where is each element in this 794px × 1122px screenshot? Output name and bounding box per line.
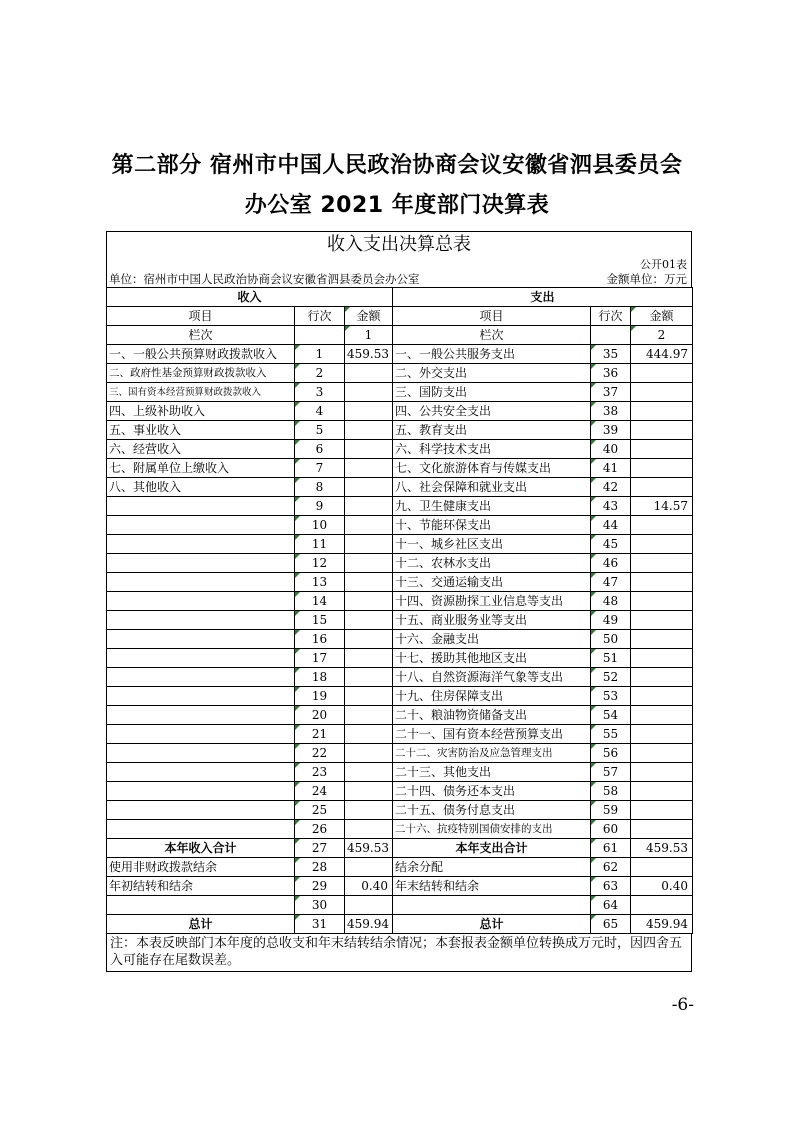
- expense-header: 支出: [393, 288, 693, 307]
- expense-item: 七、文化旅游体育与传媒支出: [393, 459, 591, 478]
- income-line-no: 10: [295, 516, 345, 535]
- expense-amount: [631, 649, 693, 668]
- table-row: [107, 858, 693, 877]
- income-item: [107, 725, 295, 744]
- table-row: [107, 478, 693, 497]
- expense-amount: [631, 421, 693, 440]
- unit-row: [106, 271, 692, 287]
- expense-amount: [631, 896, 693, 915]
- expense-line-no: 60: [591, 820, 631, 839]
- income-line-no: 31: [295, 915, 345, 934]
- income-amount-header: 金额: [345, 307, 393, 326]
- expense-amount: [631, 801, 693, 820]
- expense-item: 十三、交通运输支出: [393, 573, 591, 592]
- expense-amount: [631, 744, 693, 763]
- table-row: [107, 383, 693, 402]
- expense-item: 二十四、债务还本支出: [393, 782, 591, 801]
- income-item: [107, 668, 295, 687]
- expense-amount: [631, 478, 693, 497]
- income-line-no: 11: [295, 535, 345, 554]
- expense-line-no: 37: [591, 383, 631, 402]
- income-amount: [345, 440, 393, 459]
- income-line-no: 5: [295, 421, 345, 440]
- income-amount: [345, 402, 393, 421]
- income-amount: 459.53: [345, 345, 393, 364]
- income-amount: [345, 896, 393, 915]
- income-line-no: 15: [295, 611, 345, 630]
- expense-line-no: 59: [591, 801, 631, 820]
- expense-item: 十九、住房保障支出: [393, 687, 591, 706]
- expense-amount: [631, 725, 693, 744]
- income-line-no: 25: [295, 801, 345, 820]
- income-line-no: 14: [295, 592, 345, 611]
- income-amount: [345, 649, 393, 668]
- expense-item: 三、国防支出: [393, 383, 591, 402]
- expense-item-header: 项目: [393, 307, 591, 326]
- income-item: [107, 497, 295, 516]
- income-line-no: 2: [295, 364, 345, 383]
- income-lannum-empty: [295, 326, 345, 345]
- income-line-no: 27: [295, 839, 345, 858]
- expense-item: 二十一、国有资本经营预算支出: [393, 725, 591, 744]
- income-item: [107, 687, 295, 706]
- income-line-header: 行次: [295, 307, 345, 326]
- table-row: [107, 459, 693, 478]
- data-table: [106, 287, 693, 934]
- expense-item: 本年支出合计: [393, 839, 591, 858]
- income-item: [107, 535, 295, 554]
- income-line-no: 16: [295, 630, 345, 649]
- expense-item: 一、一般公共服务支出: [393, 345, 591, 364]
- income-line-no: 8: [295, 478, 345, 497]
- expense-item: 八、社会保障和就业支出: [393, 478, 591, 497]
- table-row: [107, 364, 693, 383]
- table-row: [107, 440, 693, 459]
- expense-amount: [631, 763, 693, 782]
- expense-item: 结余分配: [393, 858, 591, 877]
- expense-amount: 459.53: [631, 839, 693, 858]
- expense-amount: [631, 782, 693, 801]
- income-item: [107, 611, 295, 630]
- expense-column-number: 2: [631, 326, 693, 345]
- income-lannum-label: 栏次: [107, 326, 295, 345]
- income-line-no: 18: [295, 668, 345, 687]
- income-item: 四、上级补助收入: [107, 402, 295, 421]
- expense-line-no: 38: [591, 402, 631, 421]
- income-line-no: 26: [295, 820, 345, 839]
- income-item: [107, 554, 295, 573]
- expense-item: [393, 896, 591, 915]
- income-item: [107, 706, 295, 725]
- table-row: [107, 820, 693, 839]
- income-amount: 0.40: [345, 877, 393, 896]
- income-amount: 459.53: [345, 839, 393, 858]
- income-line-no: 20: [295, 706, 345, 725]
- expense-item: 九、卫生健康支出: [393, 497, 591, 516]
- table-row: [107, 345, 693, 364]
- expense-item: 十四、资源勘探工业信息等支出: [393, 592, 591, 611]
- table-row: [107, 554, 693, 573]
- expense-amount: [631, 706, 693, 725]
- income-amount: [345, 554, 393, 573]
- income-amount: [345, 744, 393, 763]
- income-line-no: 21: [295, 725, 345, 744]
- expense-line-no: 51: [591, 649, 631, 668]
- expense-amount: [631, 573, 693, 592]
- expense-item: 十六、金融支出: [393, 630, 591, 649]
- income-line-no: 19: [295, 687, 345, 706]
- page-number: -6-: [671, 995, 694, 1015]
- expense-lannum-label: 栏次: [393, 326, 591, 345]
- expense-amount: 0.40: [631, 877, 693, 896]
- income-amount: [345, 535, 393, 554]
- income-amount: [345, 516, 393, 535]
- expense-amount: [631, 611, 693, 630]
- table-row: [107, 516, 693, 535]
- income-item: 年初结转和结余: [107, 877, 295, 896]
- income-item: 一、一般公共预算财政拨款收入: [107, 345, 295, 364]
- column-header-row: [107, 307, 693, 326]
- expense-line-no: 42: [591, 478, 631, 497]
- expense-line-no: 44: [591, 516, 631, 535]
- expense-item: 十八、自然资源海洋气象等支出: [393, 668, 591, 687]
- budget-summary-table: [106, 231, 692, 972]
- table-row: [107, 763, 693, 782]
- expense-amount: [631, 820, 693, 839]
- expense-item: 二、外交支出: [393, 364, 591, 383]
- income-amount: [345, 725, 393, 744]
- income-amount: [345, 592, 393, 611]
- income-item: [107, 744, 295, 763]
- expense-amount-header: 金额: [631, 307, 693, 326]
- table-row: [107, 896, 693, 915]
- income-item: [107, 820, 295, 839]
- income-line-no: 22: [295, 744, 345, 763]
- expense-line-no: 49: [591, 611, 631, 630]
- income-line-no: 30: [295, 896, 345, 915]
- expense-line-no: 57: [591, 763, 631, 782]
- income-amount: [345, 858, 393, 877]
- expense-item: 十、节能环保支出: [393, 516, 591, 535]
- table-row: [107, 421, 693, 440]
- income-amount: [345, 364, 393, 383]
- expense-amount: [631, 402, 693, 421]
- income-amount: [345, 630, 393, 649]
- expense-line-no: 50: [591, 630, 631, 649]
- expense-line-no: 48: [591, 592, 631, 611]
- document-title-line1: 第二部分 宿州市中国人民政治协商会议安徽省泗县委员会: [111, 153, 683, 178]
- section-header-row: [107, 288, 693, 307]
- income-item: [107, 630, 295, 649]
- income-item: 三、国有资本经营预算财政拨款收入: [107, 383, 295, 402]
- expense-amount: 14.57: [631, 497, 693, 516]
- table-row: [107, 877, 693, 896]
- table-row: [107, 630, 693, 649]
- table-row: [107, 801, 693, 820]
- expense-item: 二十六、抗疫特别国债安排的支出: [393, 820, 591, 839]
- income-line-no: 13: [295, 573, 345, 592]
- income-line-no: 9: [295, 497, 345, 516]
- income-item: 七、附属单位上缴收入: [107, 459, 295, 478]
- income-amount: [345, 573, 393, 592]
- income-amount: [345, 497, 393, 516]
- amount-unit: 金额单位：万元: [606, 272, 687, 286]
- income-item: [107, 516, 295, 535]
- income-item: [107, 801, 295, 820]
- income-line-no: 1: [295, 345, 345, 364]
- expense-item: 年末结转和结余: [393, 877, 591, 896]
- expense-line-no: 61: [591, 839, 631, 858]
- expense-line-no: 62: [591, 858, 631, 877]
- expense-item: 十一、城乡社区支出: [393, 535, 591, 554]
- income-amount: [345, 706, 393, 725]
- expense-lannum-empty: [591, 326, 631, 345]
- expense-item: 二十二、灾害防治及应急管理支出: [393, 744, 591, 763]
- income-amount: [345, 383, 393, 402]
- table-row: [107, 535, 693, 554]
- expense-line-no: 56: [591, 744, 631, 763]
- expense-line-no: 54: [591, 706, 631, 725]
- expense-line-header: 行次: [591, 307, 631, 326]
- document-title-line2: 办公室 2021 年度部门决算表: [244, 193, 550, 218]
- table-row: [107, 573, 693, 592]
- table-row: [107, 725, 693, 744]
- income-line-no: 12: [295, 554, 345, 573]
- expense-line-no: 46: [591, 554, 631, 573]
- expense-item: 二十三、其他支出: [393, 763, 591, 782]
- income-item: [107, 896, 295, 915]
- expense-line-no: 40: [591, 440, 631, 459]
- expense-item: 二十五、债务付息支出: [393, 801, 591, 820]
- expense-item: 总计: [393, 915, 591, 934]
- income-line-no: 28: [295, 858, 345, 877]
- income-item: 五、事业收入: [107, 421, 295, 440]
- expense-line-no: 36: [591, 364, 631, 383]
- income-amount: [345, 687, 393, 706]
- table-caption: 收入支出决算总表: [106, 231, 692, 258]
- income-item-header: 项目: [107, 307, 295, 326]
- table-row: [107, 611, 693, 630]
- income-line-no: 17: [295, 649, 345, 668]
- income-line-no: 23: [295, 763, 345, 782]
- expense-amount: [631, 383, 693, 402]
- expense-line-no: 64: [591, 896, 631, 915]
- table-row: [107, 706, 693, 725]
- expense-amount: [631, 554, 693, 573]
- expense-amount: [631, 592, 693, 611]
- income-item: [107, 592, 295, 611]
- expense-line-no: 63: [591, 877, 631, 896]
- income-amount: [345, 820, 393, 839]
- table-row: [107, 744, 693, 763]
- table-row: [107, 687, 693, 706]
- income-item: [107, 649, 295, 668]
- expense-item: 六、科学技术支出: [393, 440, 591, 459]
- income-item: 八、其他收入: [107, 478, 295, 497]
- income-amount: [345, 801, 393, 820]
- expense-line-no: 58: [591, 782, 631, 801]
- expense-amount: [631, 687, 693, 706]
- expense-amount: [631, 516, 693, 535]
- income-amount: [345, 782, 393, 801]
- expense-line-no: 52: [591, 668, 631, 687]
- income-line-no: 24: [295, 782, 345, 801]
- table-row: [107, 592, 693, 611]
- expense-line-no: 35: [591, 345, 631, 364]
- income-item: 六、经营收入: [107, 440, 295, 459]
- income-line-no: 29: [295, 877, 345, 896]
- expense-line-no: 43: [591, 497, 631, 516]
- income-item: 二、政府性基金预算财政拨款收入: [107, 364, 295, 383]
- income-header: 收入: [107, 288, 393, 307]
- form-number: 公开01表: [106, 258, 692, 271]
- grand-total-row: [107, 915, 693, 934]
- expense-item: 十五、商业服务业等支出: [393, 611, 591, 630]
- table-row: [107, 402, 693, 421]
- income-item: 总计: [107, 915, 295, 934]
- expense-line-no: 39: [591, 421, 631, 440]
- expense-amount: [631, 630, 693, 649]
- unit-label: 单位：宿州市中国人民政治协商会议安徽省泗县委员会办公室: [109, 272, 420, 286]
- expense-amount: [631, 459, 693, 478]
- income-amount: [345, 668, 393, 687]
- expense-item: 十二、农林水支出: [393, 554, 591, 573]
- expense-item: 四、公共安全支出: [393, 402, 591, 421]
- expense-line-no: 55: [591, 725, 631, 744]
- income-item: [107, 763, 295, 782]
- income-line-no: 6: [295, 440, 345, 459]
- table-row: [107, 649, 693, 668]
- income-item: 本年收入合计: [107, 839, 295, 858]
- income-item: [107, 573, 295, 592]
- expense-amount: [631, 440, 693, 459]
- expense-amount: [631, 668, 693, 687]
- column-number-row: [107, 326, 693, 345]
- expense-amount: 444.97: [631, 345, 693, 364]
- expense-item: 十七、援助其他地区支出: [393, 649, 591, 668]
- expense-item: 五、教育支出: [393, 421, 591, 440]
- year-total-row: [107, 839, 693, 858]
- income-line-no: 7: [295, 459, 345, 478]
- expense-line-no: 65: [591, 915, 631, 934]
- income-amount: [345, 421, 393, 440]
- expense-item: 二十、粮油物资储备支出: [393, 706, 591, 725]
- income-item: 使用非财政拨款结余: [107, 858, 295, 877]
- income-amount: 459.94: [345, 915, 393, 934]
- expense-line-no: 45: [591, 535, 631, 554]
- income-amount: [345, 459, 393, 478]
- income-line-no: 3: [295, 383, 345, 402]
- expense-amount: [631, 535, 693, 554]
- table-row: [107, 497, 693, 516]
- expense-amount: [631, 364, 693, 383]
- income-column-number: 1: [345, 326, 393, 345]
- table-note: 注：本表反映部门本年度的总收支和年末结转结余情况；本套报表金额单位转换成万元时，因四舍五入可能存在尾数误差。: [106, 934, 692, 972]
- expense-amount: [631, 858, 693, 877]
- table-row: [107, 782, 693, 801]
- expense-line-no: 53: [591, 687, 631, 706]
- expense-line-no: 47: [591, 573, 631, 592]
- income-amount: [345, 611, 393, 630]
- expense-amount: 459.94: [631, 915, 693, 934]
- income-item: [107, 782, 295, 801]
- table-row: [107, 668, 693, 687]
- income-amount: [345, 763, 393, 782]
- income-amount: [345, 478, 393, 497]
- expense-line-no: 41: [591, 459, 631, 478]
- income-line-no: 4: [295, 402, 345, 421]
